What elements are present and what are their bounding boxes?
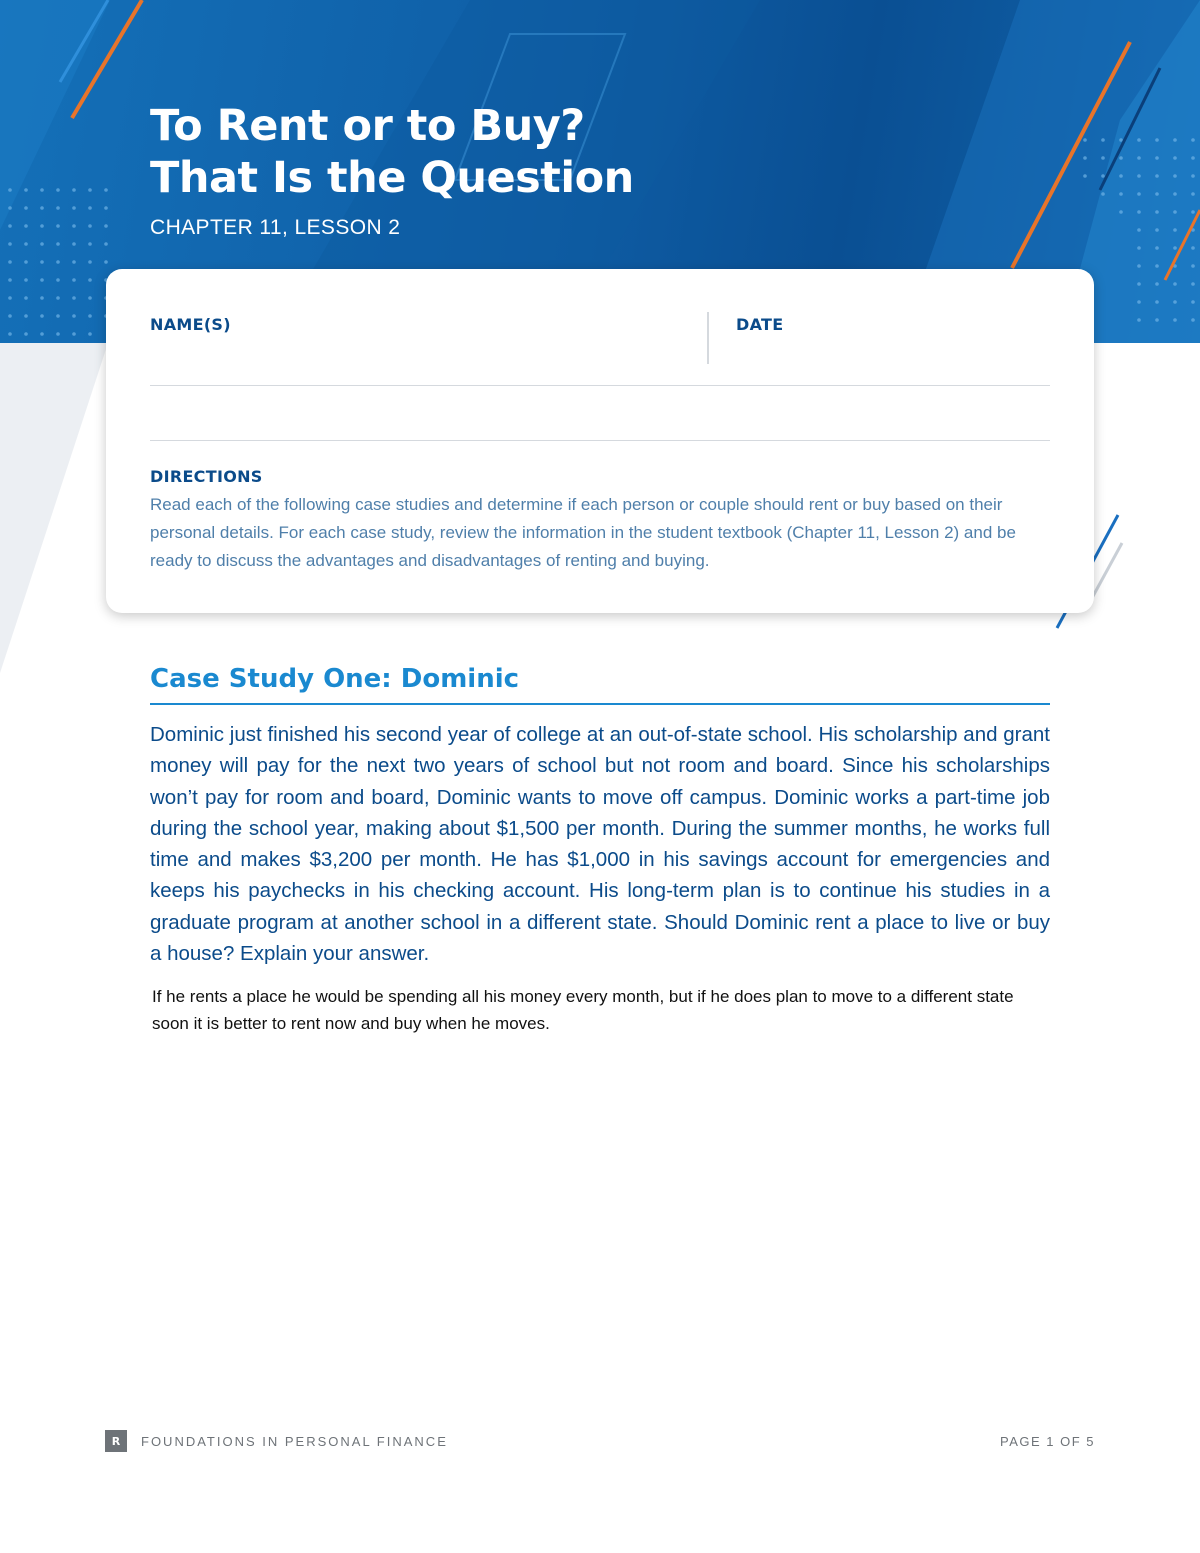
case-study-divider [150, 703, 1050, 705]
case-study-title: Case Study One: Dominic [150, 664, 520, 694]
page-number: PAGE 1 OF 5 [999, 1434, 1095, 1449]
date-label: DATE [736, 315, 784, 334]
answer-text[interactable]: If he rents a place he would be spending all his money every month, but if he does plan to move to a different state soon it is better to rent now and buy when he moves. [152, 987, 1014, 1033]
footer-title: FOUNDATIONS IN PERSONAL FINANCE [141, 1434, 448, 1449]
title-line-1: To Rent or to Buy? [150, 101, 585, 151]
logo-icon: R [105, 1430, 127, 1452]
directions-text: Read each of the following case studies and determine if each person or couple should rent or buy based on their personal details. For each case study, review the information in the student textbook (Chapter 11, Lesson 2) and be ready to discuss the advantages and disadvantages of renting and buying. [150, 495, 1016, 570]
directions-label: DIRECTIONS [150, 467, 263, 486]
info-card [106, 269, 1094, 613]
field-divider [707, 312, 709, 364]
name-date-field-line[interactable] [150, 385, 1050, 386]
page-title [150, 100, 634, 204]
extra-field-line[interactable] [150, 440, 1050, 441]
chapter-subtitle: CHAPTER 11, LESSON 2 [150, 216, 401, 239]
case-study-body: Dominic just finished his second year of college at an out-of-state school. His scholarship and grant money will pay for the next two years of school but not room and board. Since his scholarships won’t pay for room and board, Dominic wants to move off campus. Dominic works a part-time job during the school year, making about $1,500 per month. During the summer months, he works full time and makes $3,200 per month. He has $1,000 in his savings account for emergencies and keeps his paychecks in his checking account. His long-term plan is to continue his studies in a graduate program at another school in a different state. Should Dominic rent a place to live or buy a house? Explain your answer. [150, 723, 1050, 966]
title-line-2: That Is the Question [150, 153, 634, 203]
name-label: NAME(S) [150, 315, 231, 334]
